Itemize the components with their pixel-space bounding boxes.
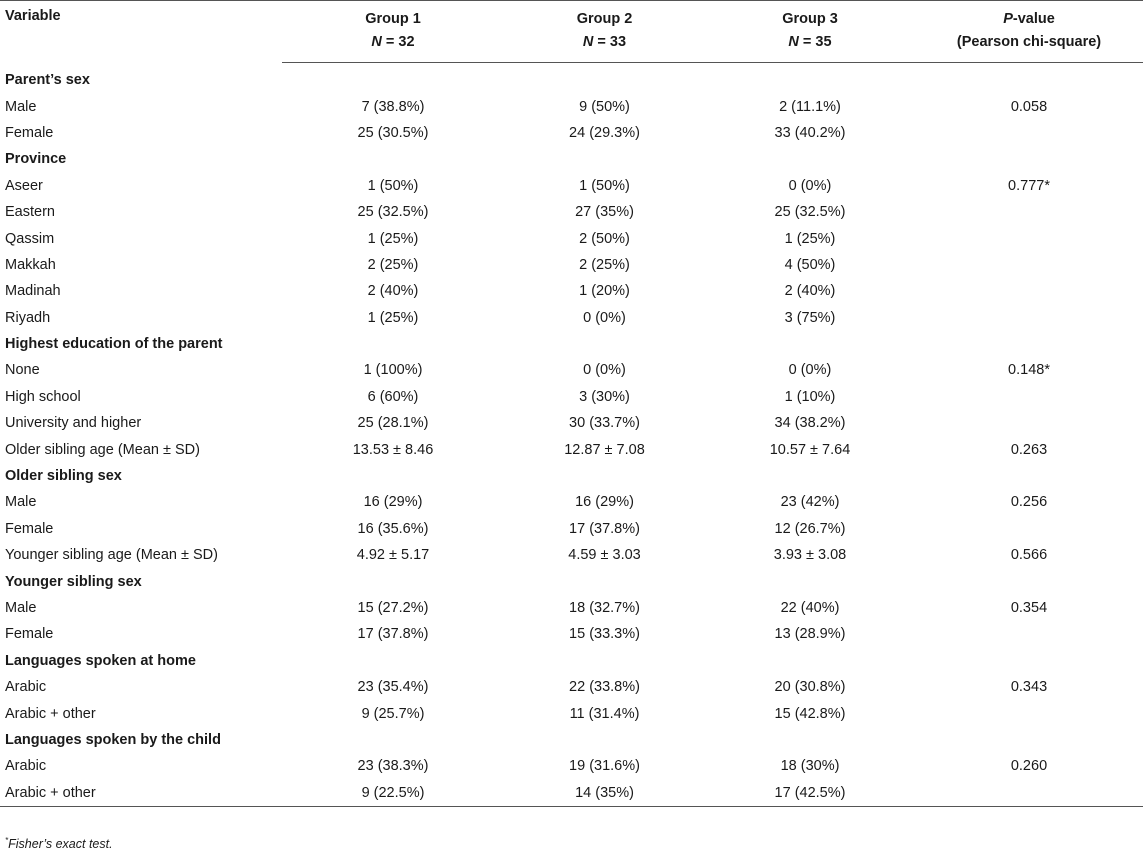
cell-pvalue bbox=[915, 252, 1143, 278]
cell-group2: 0 (0%) bbox=[583, 362, 626, 379]
cell-pvalue bbox=[915, 305, 1143, 331]
cell-group3: 13 (28.9%) bbox=[774, 626, 846, 643]
cell-group3: 22 (40%) bbox=[780, 600, 840, 616]
cell-group1: 9 (22.5%) bbox=[282, 780, 504, 807]
header-row-top bbox=[0, 1, 1143, 31]
header-group2: Group 2 bbox=[504, 1, 705, 31]
cell-pvalue bbox=[915, 331, 1143, 357]
cell-pvalue: 0.343 bbox=[1010, 679, 1048, 696]
header-pvalue-rest: -value bbox=[1012, 11, 1055, 27]
cell-pvalue bbox=[915, 225, 1143, 251]
row-label: Riyadh bbox=[5, 309, 51, 326]
cell-group1: 15 (27.2%) bbox=[357, 600, 429, 616]
cell-pvalue bbox=[915, 63, 1143, 94]
cell-group2 bbox=[504, 63, 705, 94]
cell-pvalue bbox=[915, 516, 1143, 542]
cell-group2: 18 (32.7%) bbox=[569, 600, 640, 616]
n-label: N bbox=[582, 34, 594, 50]
cell-group2: 12.87 ± 7.08 bbox=[564, 441, 645, 458]
n-label: N bbox=[371, 34, 382, 50]
header-group1-n bbox=[282, 30, 504, 63]
row-label: Arabic + other bbox=[0, 780, 282, 807]
cell-group2: 16 (29%) bbox=[575, 494, 634, 511]
table-row bbox=[0, 753, 1143, 779]
row-label: Female bbox=[5, 626, 54, 643]
cell-group3: 2 (11.1%) bbox=[779, 98, 841, 115]
cell-group1: 25 (28.1%) bbox=[357, 415, 429, 432]
footnote bbox=[5, 836, 113, 851]
cell-group2 bbox=[504, 568, 705, 594]
row-label: Qassim bbox=[5, 230, 55, 247]
table-row bbox=[0, 621, 1143, 647]
cell-group3: 4 (50%) bbox=[784, 256, 836, 273]
cell-group3 bbox=[705, 727, 915, 753]
row-label: Younger sibling sex bbox=[5, 573, 142, 590]
row-label: Male bbox=[5, 494, 37, 511]
cell-group3 bbox=[705, 63, 915, 94]
cell-group2: 1 (20%) bbox=[579, 283, 630, 300]
cell-group3 bbox=[705, 331, 915, 357]
table-row bbox=[0, 305, 1143, 331]
table-row bbox=[0, 120, 1143, 146]
cell-pvalue: 0.058 bbox=[1010, 98, 1048, 115]
cell-group2: 0 (0%) bbox=[583, 309, 626, 326]
cell-group3 bbox=[705, 146, 915, 172]
cell-group1: 16 (29%) bbox=[363, 494, 423, 511]
row-label: Makkah bbox=[5, 256, 56, 273]
cell-group3: 34 (38.2%) bbox=[774, 415, 846, 432]
cell-group1: 1 (100%) bbox=[363, 362, 423, 379]
row-label: Female bbox=[5, 520, 54, 537]
row-label: Male bbox=[5, 600, 37, 616]
cell-group2: 17 (37.8%) bbox=[569, 520, 640, 537]
cell-pvalue bbox=[915, 199, 1143, 225]
table-row bbox=[0, 674, 1143, 700]
cell-group2: 11 (31.4%) bbox=[569, 705, 640, 722]
cell-group3: 33 (40.2%) bbox=[774, 124, 846, 141]
cell-pvalue bbox=[915, 780, 1143, 807]
table-row bbox=[0, 516, 1143, 542]
cell-group2: 14 (35%) bbox=[504, 780, 705, 807]
table-header bbox=[0, 1, 1143, 63]
footnote-text: Fisher’s exact test. bbox=[8, 837, 113, 852]
cell-group1 bbox=[282, 648, 504, 674]
cell-group3: 25 (32.5%) bbox=[774, 204, 846, 221]
section-row bbox=[0, 146, 1143, 172]
header-group2-n bbox=[504, 30, 705, 63]
cell-pvalue bbox=[915, 146, 1143, 172]
cell-group2 bbox=[504, 463, 705, 489]
row-label: Older sibling age (Mean ± SD) bbox=[5, 441, 200, 458]
cell-pvalue: 0.777* bbox=[1008, 177, 1050, 194]
header-pvalue bbox=[915, 1, 1143, 31]
cell-group3: 1 (10%) bbox=[784, 388, 836, 405]
row-label: Highest education of the parent bbox=[5, 336, 223, 353]
cell-group1: 23 (38.3%) bbox=[357, 758, 429, 775]
row-label: Female bbox=[5, 124, 54, 141]
n-label: N bbox=[788, 34, 799, 50]
cell-group2 bbox=[504, 648, 705, 674]
table-row bbox=[0, 384, 1143, 410]
row-label: Languages spoken at home bbox=[5, 652, 196, 669]
cell-group2 bbox=[504, 331, 705, 357]
cell-group3: 23 (42%) bbox=[780, 494, 840, 511]
table-row bbox=[0, 252, 1143, 278]
row-label: Province bbox=[5, 151, 67, 168]
cell-group1: 25 (30.5%) bbox=[357, 124, 429, 141]
cell-group1: 6 (60%) bbox=[367, 388, 419, 405]
row-label: Arabic bbox=[5, 758, 47, 775]
cell-group2: 30 (33.7%) bbox=[569, 415, 640, 432]
cell-group2 bbox=[504, 146, 705, 172]
cell-pvalue: 0.354 bbox=[1010, 600, 1048, 616]
cell-group3: 10.57 ± 7.64 bbox=[769, 441, 851, 458]
cell-group1 bbox=[282, 568, 504, 594]
cell-group1: 2 (40%) bbox=[367, 283, 419, 300]
row-label: Parent’s sex bbox=[5, 71, 90, 88]
section-row bbox=[0, 463, 1143, 489]
cell-group1: 1 (25%) bbox=[367, 309, 419, 326]
row-label: None bbox=[5, 362, 40, 379]
row-label: Arabic + other bbox=[5, 705, 96, 722]
cell-pvalue bbox=[915, 278, 1143, 304]
cell-pvalue bbox=[915, 621, 1143, 647]
table-row bbox=[0, 93, 1143, 119]
cell-group3: 12 (26.7%) bbox=[774, 520, 846, 537]
cell-pvalue: 0.566 bbox=[1010, 547, 1048, 564]
cell-group1: 1 (50%) bbox=[367, 177, 419, 194]
cell-pvalue: 0.263 bbox=[1010, 441, 1048, 458]
cell-pvalue bbox=[915, 384, 1143, 410]
section-row bbox=[0, 648, 1143, 674]
row-label: Older sibling sex bbox=[5, 468, 122, 485]
cell-group2 bbox=[504, 727, 705, 753]
cell-group1 bbox=[282, 463, 504, 489]
cell-group1: 7 (38.8%) bbox=[361, 98, 425, 115]
row-label: University and higher bbox=[5, 415, 142, 432]
table-row bbox=[0, 173, 1143, 199]
header-group1: Group 1 bbox=[282, 1, 504, 31]
n-value: = 33 bbox=[593, 34, 627, 50]
table-row bbox=[0, 700, 1143, 726]
cell-group3: 3.93 ± 3.08 bbox=[773, 547, 847, 564]
cell-pvalue bbox=[915, 463, 1143, 489]
cell-group3 bbox=[705, 463, 915, 489]
table-row bbox=[0, 595, 1143, 621]
cell-pvalue bbox=[915, 700, 1143, 726]
cell-group2: 24 (29.3%) bbox=[569, 124, 640, 141]
cell-group1: 9 (25.7%) bbox=[361, 705, 425, 722]
cell-group2: 2 (25%) bbox=[579, 256, 630, 273]
header-pvalue-sub: (Pearson chi-square) bbox=[915, 30, 1143, 63]
cell-group2: 27 (35%) bbox=[575, 204, 634, 221]
cell-group3: 17 (42.5%) bbox=[705, 780, 915, 807]
cell-group3: 18 (30%) bbox=[780, 758, 840, 775]
footnote-marker: * bbox=[5, 836, 9, 845]
cell-group1 bbox=[282, 63, 504, 94]
row-label: Eastern bbox=[5, 204, 55, 221]
cell-group3: 1 (25%) bbox=[784, 230, 836, 247]
cell-group2: 15 (33.3%) bbox=[569, 626, 640, 643]
row-label: Languages spoken by the child bbox=[5, 731, 221, 748]
section-row bbox=[0, 331, 1143, 357]
cell-group3 bbox=[705, 568, 915, 594]
header-variable: Variable bbox=[0, 1, 282, 63]
cell-group3: 0 (0%) bbox=[788, 177, 832, 194]
cell-pvalue: 0.260 bbox=[1010, 758, 1048, 775]
cell-group2: 4.59 ± 3.03 bbox=[568, 547, 641, 564]
cell-group1: 17 (37.8%) bbox=[357, 626, 429, 643]
cell-group1 bbox=[282, 331, 504, 357]
cell-group3: 2 (40%) bbox=[784, 283, 836, 300]
cell-group2: 22 (33.8%) bbox=[569, 679, 640, 696]
table-body bbox=[0, 63, 1143, 807]
header-pvalue-p: P bbox=[1003, 11, 1013, 27]
cell-group3: 0 (0%) bbox=[788, 362, 832, 379]
cell-group2: 19 (31.6%) bbox=[569, 758, 640, 775]
cell-group1 bbox=[282, 146, 504, 172]
cell-group3 bbox=[705, 648, 915, 674]
cell-group1: 4.92 ± 5.17 bbox=[356, 547, 430, 564]
header-group3-n bbox=[705, 30, 915, 63]
row-label: Madinah bbox=[5, 283, 61, 300]
cell-group2: 1 (50%) bbox=[579, 177, 630, 194]
cell-group2: 9 (50%) bbox=[579, 98, 630, 115]
table-row bbox=[0, 780, 1143, 807]
header-group3: Group 3 bbox=[705, 1, 915, 31]
table-row bbox=[0, 542, 1143, 568]
table-row bbox=[0, 199, 1143, 225]
section-row bbox=[0, 727, 1143, 753]
row-label: Aseer bbox=[5, 177, 43, 194]
table-row bbox=[0, 489, 1143, 515]
section-row bbox=[0, 568, 1143, 594]
cell-pvalue bbox=[915, 648, 1143, 674]
n-value: = 35 bbox=[798, 34, 832, 50]
cell-group2: 2 (50%) bbox=[579, 230, 630, 247]
row-label: Arabic bbox=[5, 679, 47, 696]
cell-pvalue bbox=[915, 120, 1143, 146]
cell-pvalue bbox=[915, 410, 1143, 436]
cell-group1: 25 (32.5%) bbox=[357, 204, 429, 221]
cell-group1: 13.53 ± 8.46 bbox=[352, 441, 434, 458]
cell-group1 bbox=[282, 727, 504, 753]
cell-pvalue: 0.256 bbox=[1010, 494, 1048, 511]
table-row bbox=[0, 278, 1143, 304]
section-row bbox=[0, 63, 1143, 94]
cell-pvalue: 0.148* bbox=[1008, 362, 1050, 379]
cell-group3: 15 (42.8%) bbox=[774, 705, 846, 722]
cell-group2: 3 (30%) bbox=[579, 388, 630, 405]
cell-group3: 3 (75%) bbox=[784, 309, 836, 326]
cell-group3: 20 (30.8%) bbox=[774, 679, 846, 696]
cell-group1: 1 (25%) bbox=[367, 230, 419, 247]
cell-group1: 16 (35.6%) bbox=[357, 520, 429, 537]
table-row bbox=[0, 357, 1143, 383]
cell-pvalue bbox=[915, 727, 1143, 753]
row-label: Younger sibling age (Mean ± SD) bbox=[5, 547, 218, 564]
cell-group1: 2 (25%) bbox=[367, 256, 419, 273]
cell-pvalue bbox=[915, 568, 1143, 594]
cell-group1: 23 (35.4%) bbox=[357, 679, 429, 696]
table-row bbox=[0, 436, 1143, 462]
table-row bbox=[0, 225, 1143, 251]
n-value: = 32 bbox=[381, 34, 415, 50]
row-label: High school bbox=[5, 388, 81, 405]
table-row bbox=[0, 410, 1143, 436]
row-label: Male bbox=[5, 98, 37, 115]
